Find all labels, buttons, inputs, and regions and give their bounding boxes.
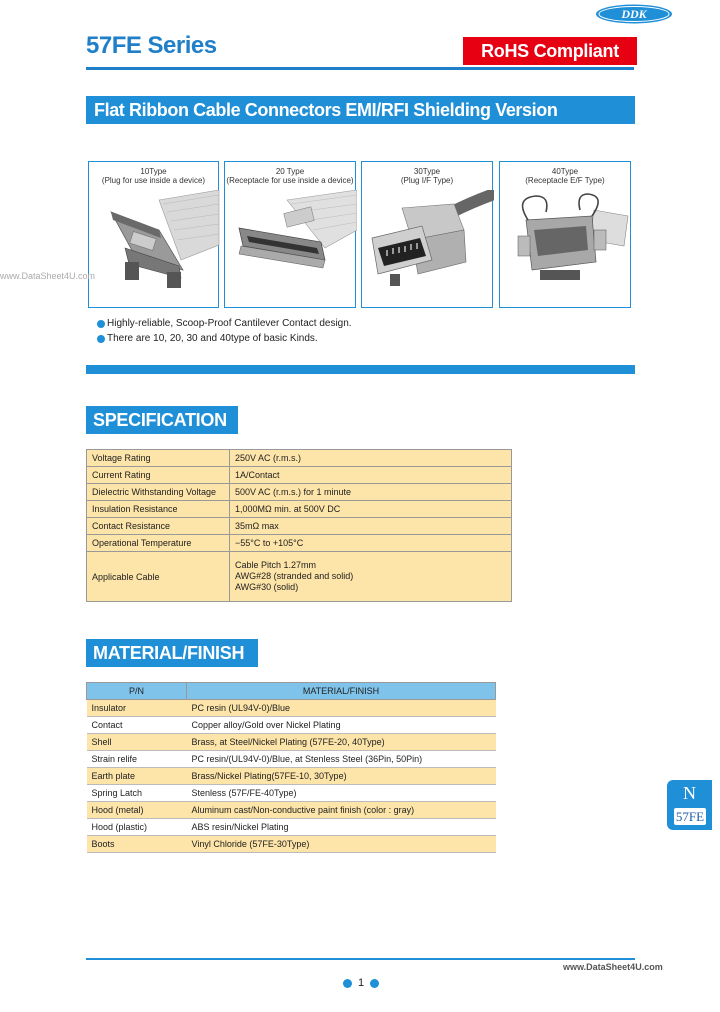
spec-key: Insulation Resistance: [87, 501, 230, 518]
material-value: PC resin/(UL94V-0)/Blue, at Stenless Steel (36Pin, 50Pin): [187, 751, 496, 768]
column-header-material: MATERIAL/FINISH: [187, 683, 496, 700]
material-value: Copper alloy/Gold over Nickel Plating: [187, 717, 496, 734]
product-desc: (Receptacle E/F Type): [525, 176, 605, 185]
table-row: [87, 768, 496, 785]
material-value: Aluminum cast/Non-conductive paint finish (color : gray): [187, 802, 496, 819]
spec-value: 1A/Contact: [230, 467, 512, 484]
product-desc: (Receptacle for use inside a device): [226, 176, 354, 185]
material-value: Stenless (57F/FE-40Type): [187, 785, 496, 802]
table-row: [87, 734, 496, 751]
material-value: Brass, at Steel/Nickel Plating (57FE-20, 40Type): [187, 734, 496, 751]
feature-item: [97, 333, 318, 344]
column-header-pn: P/N: [87, 683, 187, 700]
table-header-row: [87, 683, 496, 700]
spec-key: Operational Temperature: [87, 535, 230, 552]
table-row: [87, 802, 496, 819]
section-divider: [86, 365, 635, 374]
cable-line: Cable Pitch 1.27mm: [235, 560, 317, 570]
material-finish-heading: MATERIAL/FINISH: [86, 639, 258, 667]
table-row: [87, 518, 512, 535]
material-value: Vinyl Chloride (57FE-30Type): [187, 836, 496, 853]
material-pn: Strain relife: [87, 751, 187, 768]
spec-key: Current Rating: [87, 467, 230, 484]
ddk-logo: [594, 3, 674, 25]
product-box-30type: [361, 161, 493, 308]
connector-10type-image: [89, 190, 220, 308]
material-value: ABS resin/Nickel Plating: [187, 819, 496, 836]
footer-watermark: www.DataSheet4U.com: [563, 962, 663, 972]
spec-value: 500V AC (r.m.s.) for 1 minute: [230, 484, 512, 501]
feature-text: Highly-reliable, Scoop-Proof Cantilever Contact design.: [107, 318, 352, 329]
side-tab-code: 57FE: [675, 808, 705, 824]
product-type: 30Type: [413, 167, 441, 176]
table-row: [87, 717, 496, 734]
table-row: [87, 450, 512, 467]
material-pn: Hood (metal): [87, 802, 187, 819]
product-box-20type: [224, 161, 356, 308]
spec-key: Contact Resistance: [87, 518, 230, 535]
table-row: [87, 552, 512, 602]
product-desc: (Plug I/F Type): [400, 176, 454, 185]
logo-text: DDK: [621, 7, 647, 21]
specification-table: [86, 449, 512, 602]
material-pn: Earth plate: [87, 768, 187, 785]
table-row: [87, 819, 496, 836]
product-type: 20 Type: [275, 167, 305, 176]
spec-value: 1,000MΩ min. at 500V DC: [230, 501, 512, 518]
table-row: [87, 700, 496, 717]
watermark-left: www.DataSheet4U.com: [0, 271, 96, 281]
material-pn: Boots: [87, 836, 187, 853]
product-type: 10Type: [140, 167, 167, 176]
connector-40type-image: [500, 190, 632, 308]
spec-value: −55°C to +105°C: [230, 535, 512, 552]
cable-line: AWG#28 (stranded and solid): [235, 571, 354, 581]
cable-line: AWG#30 (solid): [235, 582, 299, 592]
bullet-icon: [97, 320, 105, 328]
spec-key: Applicable Cable: [87, 552, 230, 602]
material-table: [86, 682, 496, 853]
material-pn: Contact: [87, 717, 187, 734]
spec-key: Dielectric Withstanding Voltage: [87, 484, 230, 501]
table-row: [87, 467, 512, 484]
table-row: [87, 535, 512, 552]
page-dot-icon: [343, 979, 352, 988]
specification-heading: SPECIFICATION: [86, 406, 238, 434]
spec-value: 35mΩ max: [230, 518, 512, 535]
page-dot-icon: [370, 979, 379, 988]
material-value: Brass/Nickel Plating(57FE-10, 30Type): [187, 768, 496, 785]
product-box-40type: [499, 161, 631, 308]
material-pn: Hood (plastic): [87, 819, 187, 836]
side-tab-letter: N: [683, 783, 696, 803]
material-pn: Shell: [87, 734, 187, 751]
product-box-10type: [88, 161, 219, 308]
rohs-badge: RoHS Compliant: [463, 37, 637, 65]
header-rule: [86, 67, 634, 70]
spec-key: Voltage Rating: [87, 450, 230, 467]
table-row: [87, 751, 496, 768]
table-row: [87, 785, 496, 802]
connector-20type-image: [225, 190, 357, 308]
bullet-icon: [97, 335, 105, 343]
series-title: 57FE Series: [86, 32, 217, 59]
material-pn: Insulator: [87, 700, 187, 717]
spec-value: 250V AC (r.m.s.): [230, 450, 512, 467]
material-pn: Spring Latch: [87, 785, 187, 802]
page-number-text: 1: [358, 977, 365, 989]
product-desc: (Plug for use inside a device): [101, 176, 206, 185]
product-type: 40Type: [551, 167, 579, 176]
page-number: [343, 977, 379, 989]
spec-value: [230, 552, 512, 602]
footer-rule: [86, 958, 635, 960]
feature-item: [97, 318, 352, 329]
material-value: PC resin (UL94V-0)/Blue: [187, 700, 496, 717]
table-row: [87, 501, 512, 518]
product-banner: Flat Ribbon Cable Connectors EMI/RFI Shielding Version: [86, 96, 635, 124]
table-row: [87, 836, 496, 853]
connector-30type-image: [362, 190, 494, 308]
table-row: [87, 484, 512, 501]
feature-text: There are 10, 20, 30 and 40type of basic Kinds.: [107, 333, 318, 344]
